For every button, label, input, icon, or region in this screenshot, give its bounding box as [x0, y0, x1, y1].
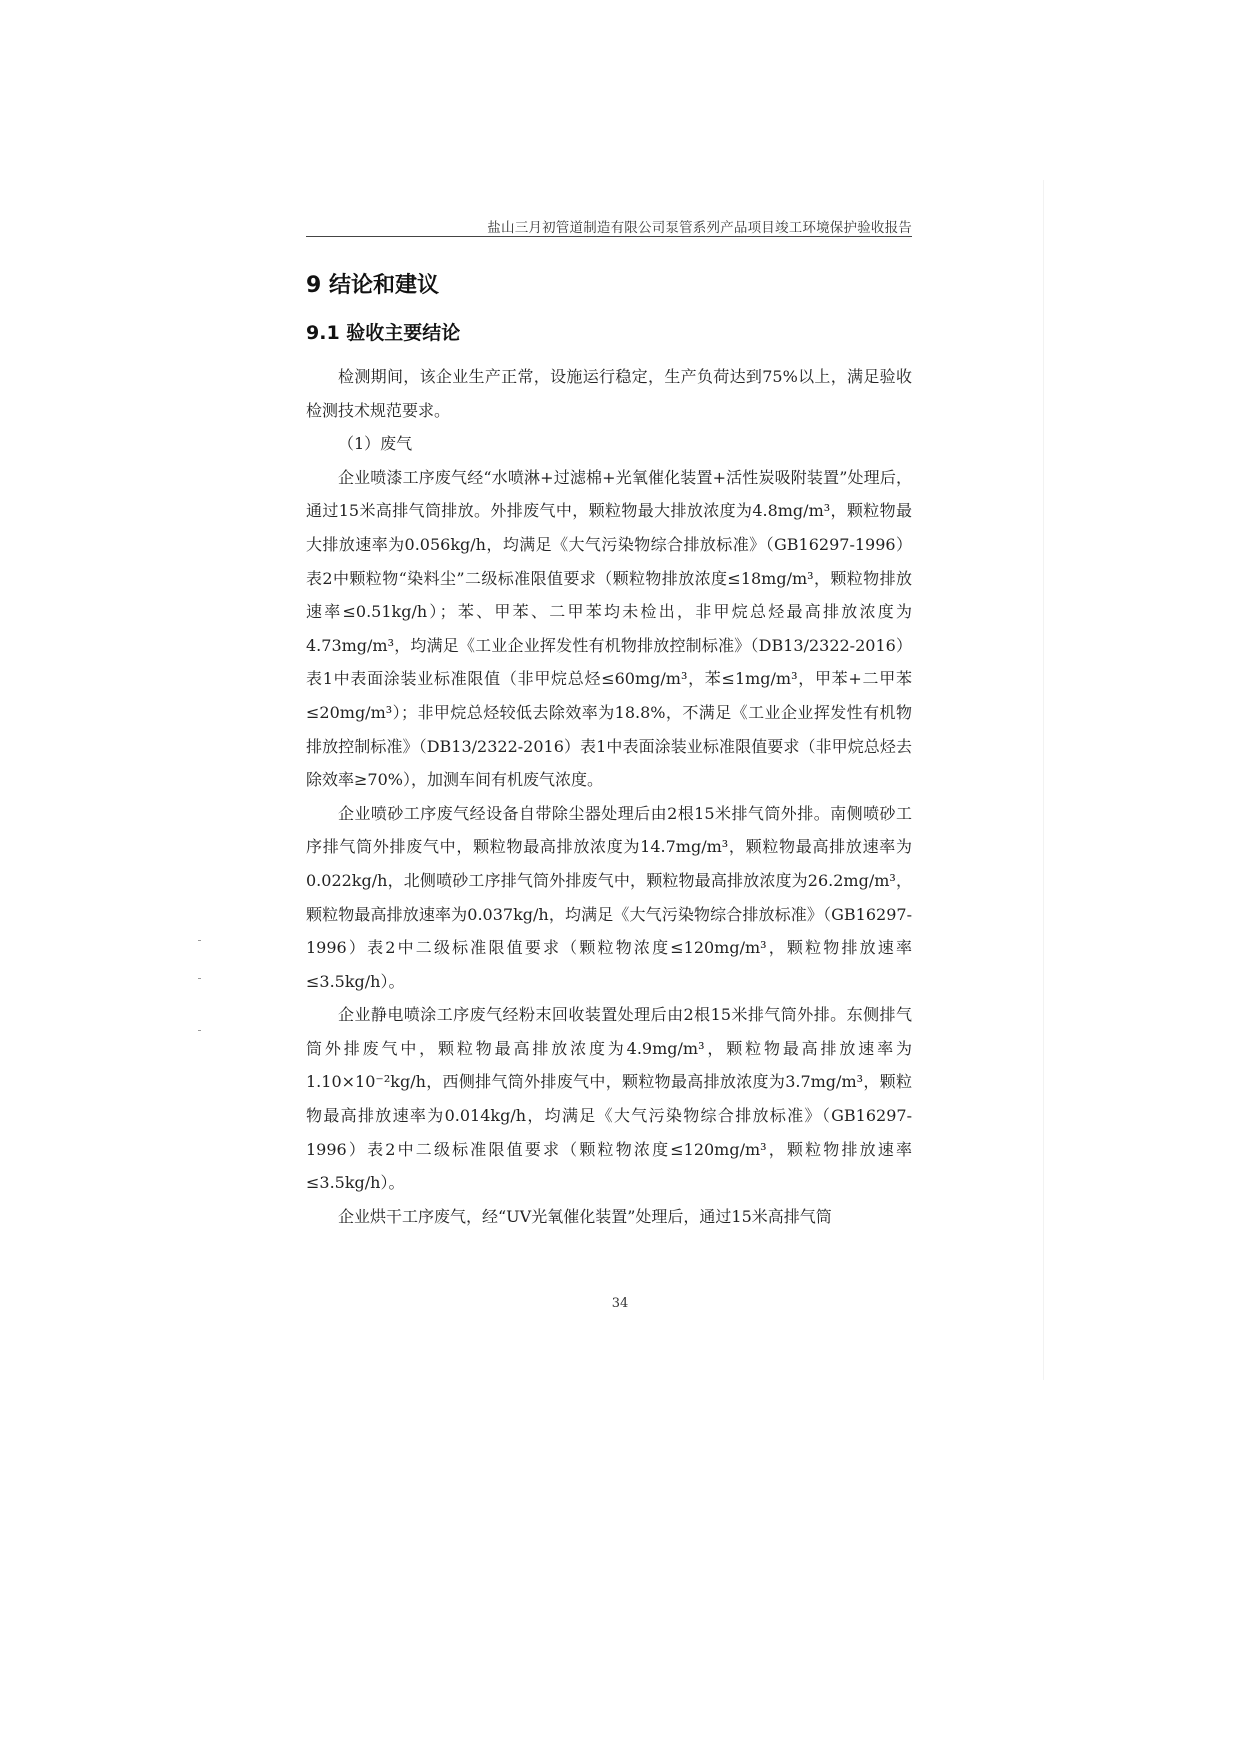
paragraph-spray-paint: 企业喷漆工序废气经“水喷淋+过滤棉+光氧催化装置+活性炭吸附装置”处理后，通过15米高排气筒排放。外排废气中，颗粒物最大排放浓度为4.8mg/m³，颗粒物最大排放速率为0.056kg/h，均满足《大气污染物综合排放标准》（GB16297-1996）表2中颗粒物“染料尘”二级标准限值要求（颗粒物排放浓度≤18mg/m³，颗粒物排放速率≤0.51kg/h）；苯、甲苯、二甲苯均未检出，非甲烷总烃最高排放浓度为4.73mg/m³，均满足《工业企业挥发性有机物排放控制标准》（DB13/2322-2016）表1中表面涂装业标准限值（非甲烷总烃≤60mg/m³，苯≤1mg/m³，甲苯+二甲苯≤20mg/m³）；非甲烷总烃较低去除效率为18.8%，不满足《工业企业挥发性有机物排放控制标准》（DB13/2322-2016）表1中表面涂装业标准限值要求（非甲烷总烃去除效率≥70%），加测车间有机废气浓度。	[306, 467, 912, 790]
paragraph-drying: 企业烘干工序废气，经“UV光氧催化装置”处理后，通过15米高排气筒	[338, 1206, 832, 1226]
scan-edge-shadow	[1043, 180, 1044, 1380]
paragraph-intro: 检测期间，该企业生产正常，设施运行稳定，生产负荷达到75%以上，满足验收检测技术规范要求。	[306, 367, 912, 420]
scan-margin-mark	[198, 978, 201, 979]
running-header: 盐山三月初管道制造有限公司泵管系列产品项目竣工环境保护验收报告	[487, 220, 912, 236]
list-item-exhaust-gas: （1）废气	[338, 434, 413, 454]
page-number: 34	[611, 1296, 629, 1311]
chapter-title: 9 结论和建议	[306, 273, 439, 298]
scan-margin-mark	[198, 940, 201, 941]
paragraph-sandblast: 企业喷砂工序废气经设备自带除尘器处理后由2根15米排气筒外排。南侧喷砂工序排气筒外排废气中，颗粒物最高排放浓度为14.7mg/m³，颗粒物最高排放速率为0.022kg/h，北侧喷砂工序排气筒外排废气中，颗粒物最高排放浓度为26.2mg/m³，颗粒物最高排放速率为0.037kg/h，均满足《大气污染物综合排放标准》（GB16297-1996）表2中二级标准限值要求（颗粒物浓度≤120mg/m³，颗粒物排放速率≤3.5kg/h）。	[306, 803, 912, 991]
section-title: 9.1 验收主要结论	[306, 322, 461, 344]
scan-margin-mark	[198, 1030, 201, 1031]
body-text	[306, 360, 912, 1233]
paragraph-electrostatic-spray: 企业静电喷涂工序废气经粉末回收装置处理后由2根15米排气筒外排。东侧排气筒外排废气中，颗粒物最高排放浓度为4.9mg/m³，颗粒物最高排放速率为1.10×10⁻²kg/h，西侧排气筒外排废气中，颗粒物最高排放浓度为3.7mg/m³，颗粒物最高排放速率为0.014kg/h，均满足《大气污染物综合排放标准》（GB16297-1996）表2中二级标准限值要求（颗粒物浓度≤120mg/m³，颗粒物排放速率≤3.5kg/h）。	[306, 1005, 912, 1193]
header-rule	[306, 236, 912, 237]
